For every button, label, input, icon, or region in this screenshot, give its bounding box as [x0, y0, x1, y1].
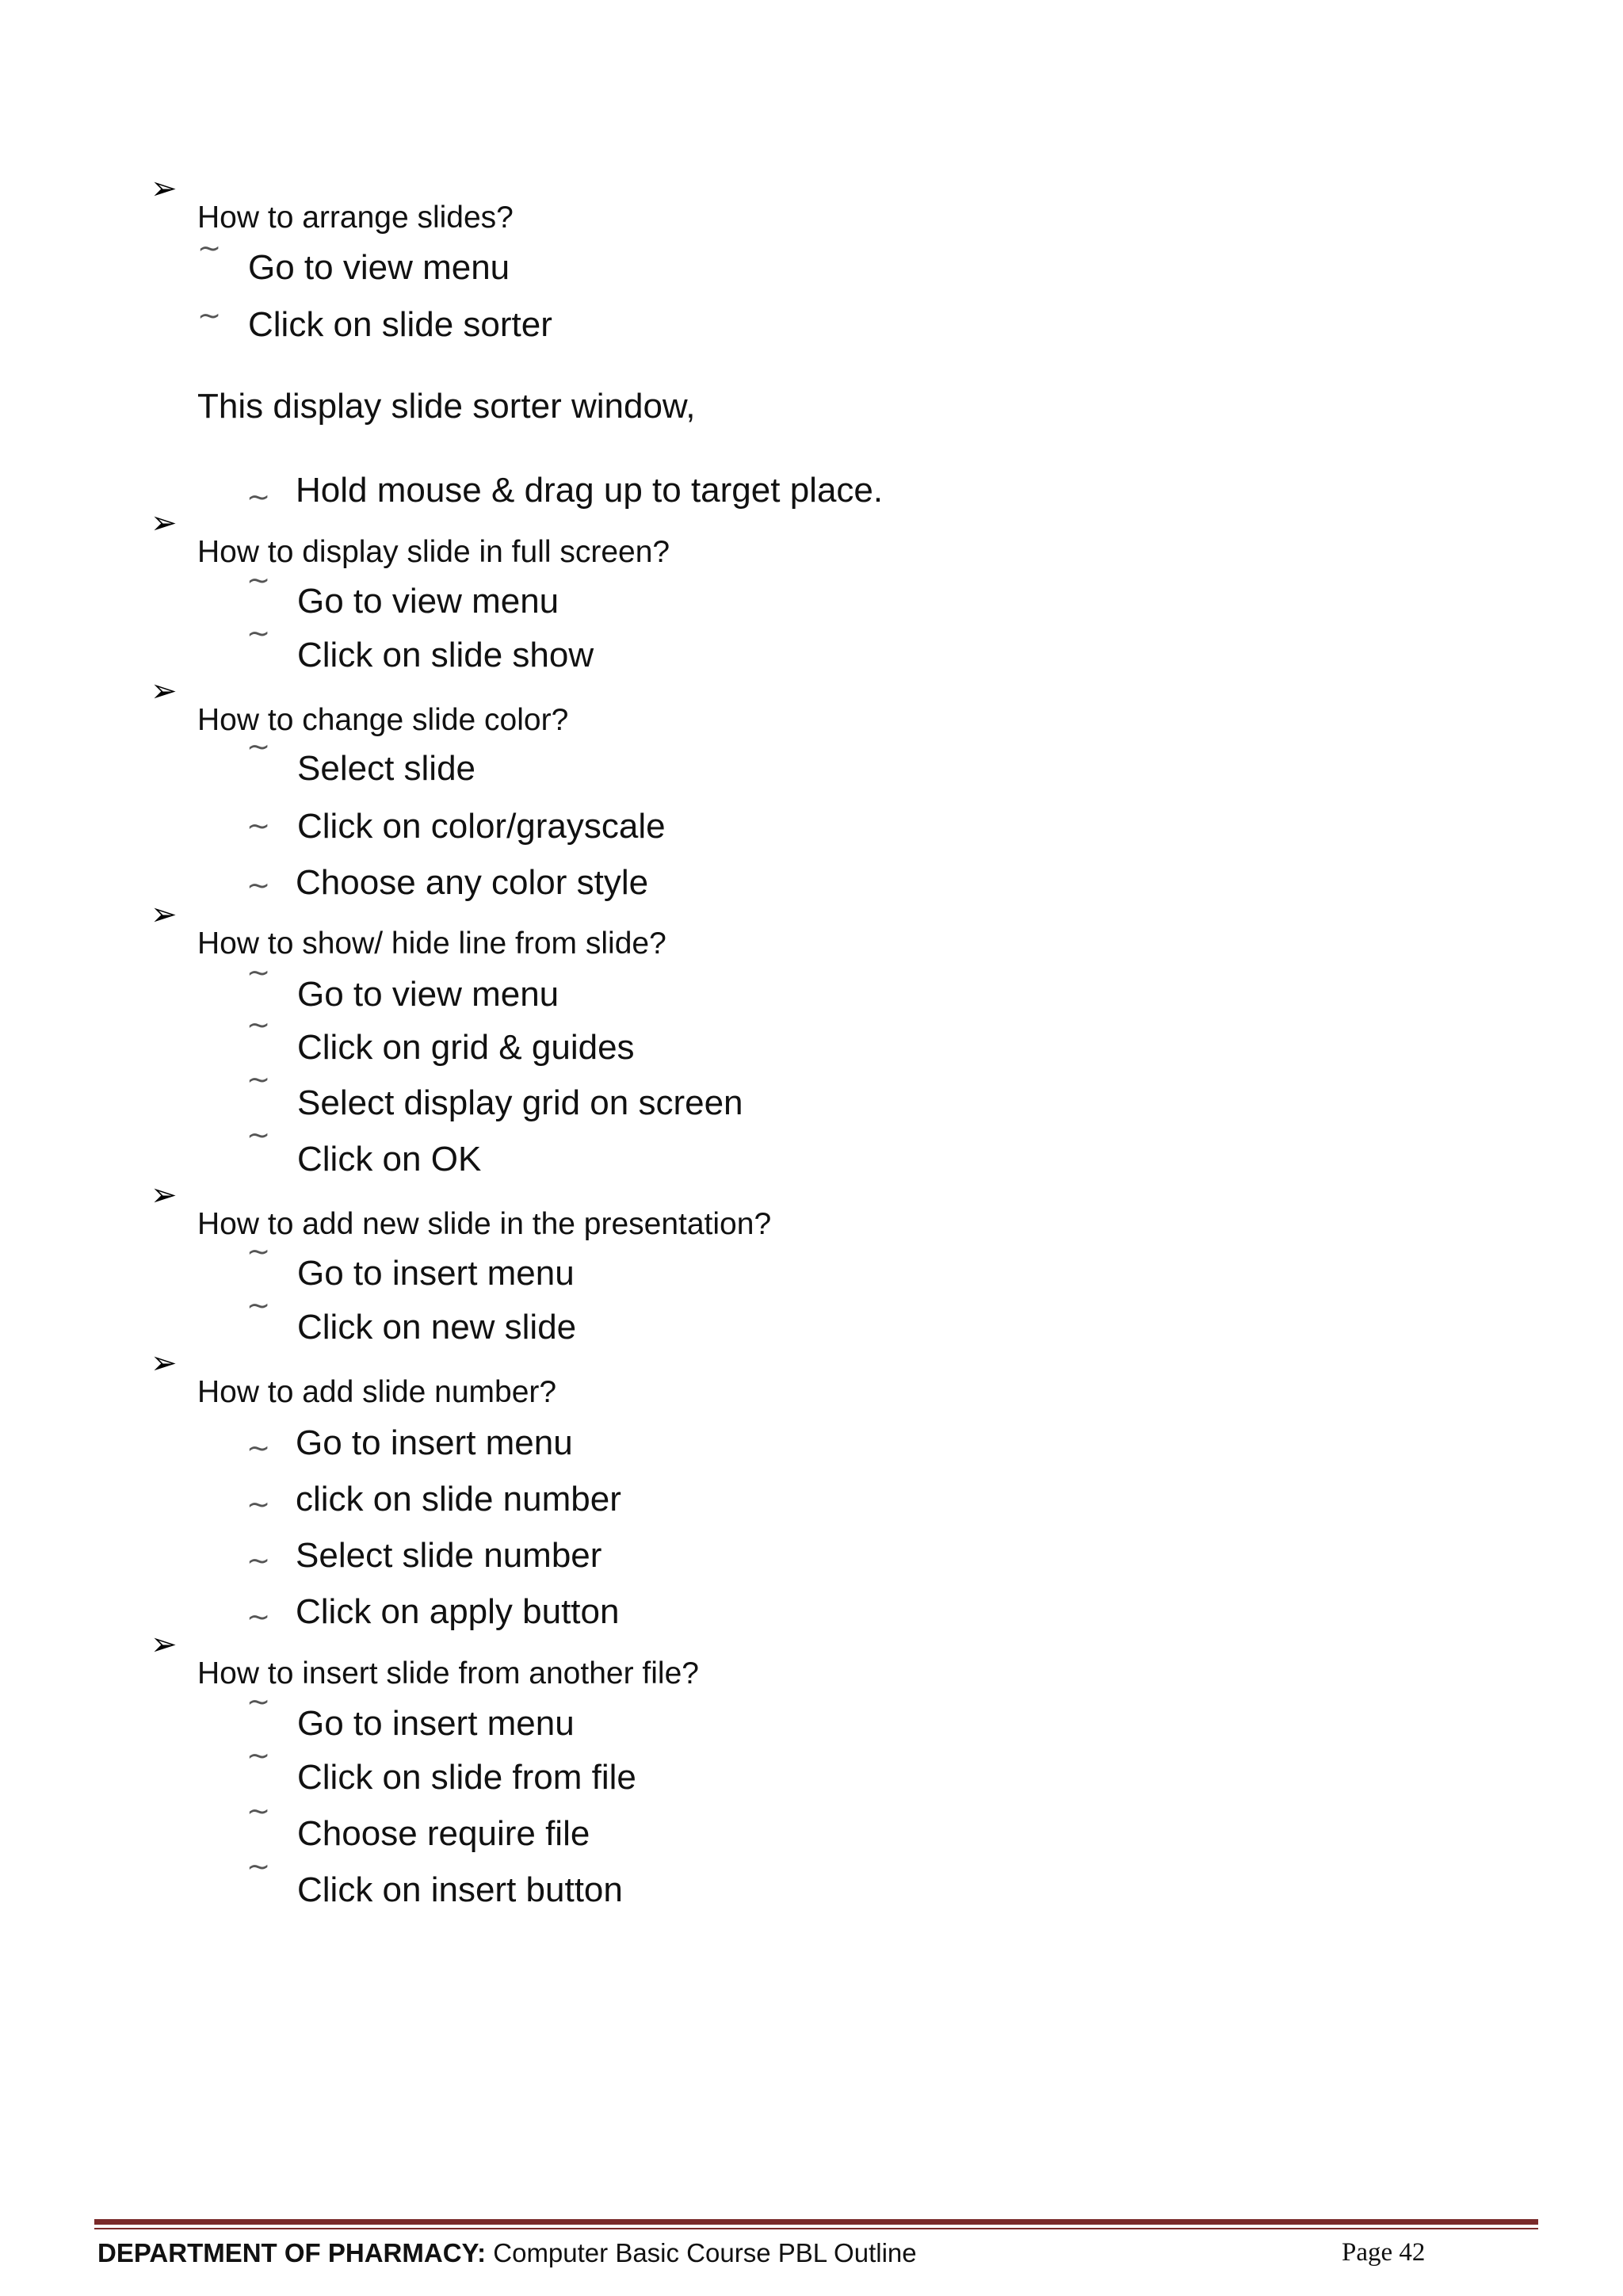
tilde-bullet-icon: ~ [246, 1488, 271, 1521]
section-question: How to add new slide in the presentation? [197, 1207, 772, 1241]
tilde-bullet-icon: ~ [246, 1119, 271, 1152]
arrowhead-bullet-icon: ➢ [151, 505, 178, 541]
arrowhead-bullet-icon: ➢ [151, 1626, 178, 1663]
tilde-bullet-icon: ~ [246, 1795, 271, 1828]
footer-department: DEPARTMENT OF PHARMACY: [97, 2238, 487, 2267]
step-item: Click on OK [297, 1140, 482, 1179]
step-item: Click on color/grayscale [297, 807, 666, 846]
section-question: How to insert slide from another file? [197, 1656, 699, 1690]
step-item: Click on insert button [297, 1870, 623, 1909]
step-item: Go to view menu [297, 582, 559, 621]
step-item: Click on slide show [297, 636, 594, 674]
tilde-bullet-icon: ~ [246, 1236, 271, 1268]
step-item: Click on slide sorter [248, 305, 552, 344]
step-item: click on slide number [296, 1480, 621, 1519]
step-item: Select display grid on screen [297, 1083, 743, 1122]
footer-divider [94, 2219, 1538, 2225]
tilde-bullet-icon: ~ [197, 300, 222, 332]
tilde-bullet-icon: ~ [246, 957, 271, 989]
step-item: Go to view menu [248, 248, 510, 287]
tilde-bullet-icon: ~ [246, 1601, 271, 1633]
step-item: Go to insert menu [296, 1423, 573, 1462]
arrowhead-bullet-icon: ➢ [151, 170, 178, 207]
step-item: Click on new slide [297, 1308, 577, 1347]
section-question: How to change slide color? [197, 703, 569, 737]
footer-divider-thin [94, 2228, 1538, 2229]
tilde-bullet-icon: ~ [246, 481, 271, 514]
tilde-bullet-icon: ~ [246, 731, 271, 763]
step-item: Hold mouse & drag up to target place. [296, 471, 884, 510]
arrowhead-bullet-icon: ➢ [151, 896, 178, 933]
step-item: Click on grid & guides [297, 1028, 635, 1067]
arrowhead-bullet-icon: ➢ [151, 673, 178, 709]
section-question: How to arrange slides? [197, 201, 514, 235]
tilde-bullet-icon: ~ [246, 1740, 271, 1772]
arrowhead-bullet-icon: ➢ [151, 1345, 178, 1381]
note-text: This display slide sorter window, [197, 387, 696, 426]
tilde-bullet-icon: ~ [246, 1009, 271, 1041]
step-item: Select slide number [296, 1536, 602, 1575]
footer-course: Computer Basic Course PBL Outline [486, 2238, 917, 2267]
tilde-bullet-icon: ~ [246, 810, 271, 842]
footer-course-info [97, 2240, 917, 2266]
step-item: Click on apply button [296, 1592, 620, 1631]
section-question: How to add slide number? [197, 1375, 557, 1409]
section-question: How to display slide in full screen? [197, 535, 670, 569]
step-item: Choose any color style [296, 863, 649, 902]
arrowhead-bullet-icon: ➢ [151, 1177, 178, 1213]
tilde-bullet-icon: ~ [246, 1064, 271, 1096]
step-item: Go to insert menu [297, 1254, 575, 1293]
step-item: Choose require file [297, 1814, 590, 1853]
tilde-bullet-icon: ~ [246, 1432, 271, 1465]
tilde-bullet-icon: ~ [246, 1851, 271, 1883]
tilde-bullet-icon: ~ [246, 564, 271, 597]
page-number: Page 42 [1342, 2238, 1426, 2267]
tilde-bullet-icon: ~ [246, 1289, 271, 1322]
tilde-bullet-icon: ~ [246, 617, 271, 650]
tilde-bullet-icon: ~ [246, 1545, 271, 1577]
section-question: How to show/ hide line from slide? [197, 926, 666, 961]
step-item: Click on slide from file [297, 1758, 636, 1797]
step-item: Go to insert menu [297, 1704, 575, 1743]
step-item: Select slide [297, 749, 476, 788]
tilde-bullet-icon: ~ [246, 869, 271, 902]
tilde-bullet-icon: ~ [246, 1686, 271, 1718]
step-item: Go to view menu [297, 975, 559, 1014]
tilde-bullet-icon: ~ [197, 232, 222, 265]
